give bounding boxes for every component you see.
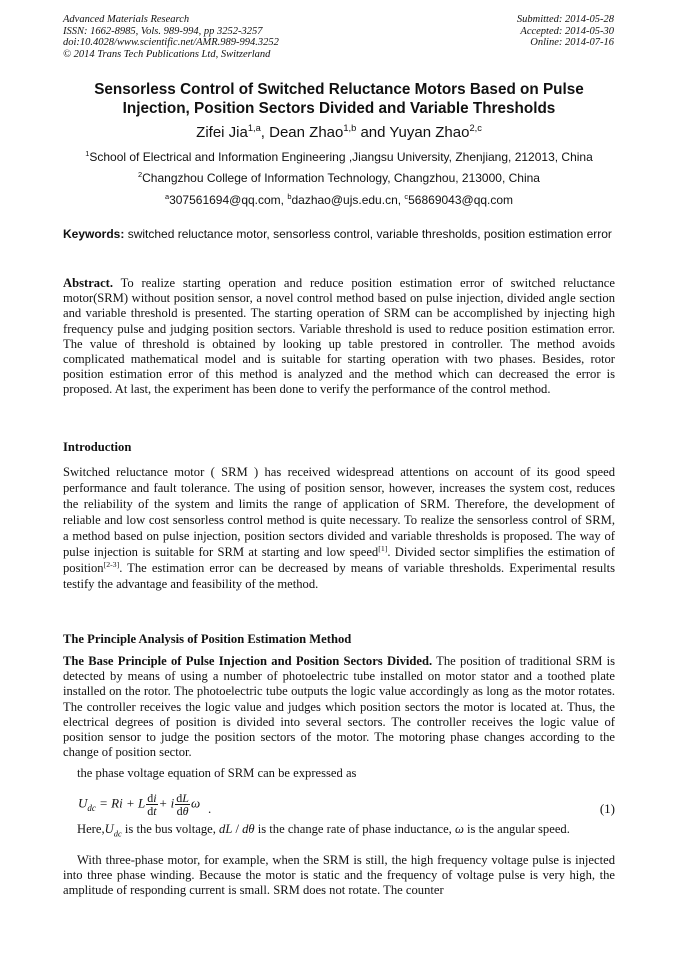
- journal-header: [63, 14, 279, 60]
- email-mark: a: [164, 192, 170, 201]
- author-name: Yuyan Zhao: [389, 124, 470, 141]
- principle-heading: The Principle Analysis of Position Estimation Method: [63, 632, 352, 646]
- affiliation-mark: 2: [138, 170, 143, 179]
- copyright-line: © 2014 Trans Tech Publications Ltd, Switzerland: [63, 48, 271, 60]
- equation-number: (1): [599, 801, 615, 816]
- issn-line: ISSN: 1662-8985, Vols. 989-994, pp 3252-3257: [63, 25, 263, 37]
- subsection-label: The Base Principle of Pulse Injection and Position Sectors Divided.: [63, 654, 433, 668]
- author-affiliation-mark: 1,b: [343, 123, 357, 133]
- email-mark: c: [404, 192, 409, 201]
- paper-title: Sensorless Control of Switched Reluctance Motors Based on Pulse Injection, Position Sectors Divided and Variable Thresholds: [94, 81, 584, 117]
- email-address: 307561694@qq.com,: [169, 193, 288, 207]
- equation-lead-text: the phase voltage equation of SRM can be expressed as: [77, 766, 357, 780]
- doi-line: doi:10.4028/www.scientific.net/AMR.989-994.3252: [63, 37, 279, 48]
- equation-period: .: [208, 801, 212, 816]
- intro-text-3: . The estimation error can be decreased by means of variable thresholds. Experimental results testify the advantage and feasibility of the method.: [63, 561, 615, 591]
- affiliation-2: [63, 171, 615, 186]
- introduction-paragraph: [63, 464, 615, 592]
- dates-header: [517, 14, 614, 49]
- keywords-text: switched reluctance motor, sensorless control, variable thresholds, position estimation error: [124, 227, 612, 241]
- here-text-b: is the bus voltage,: [121, 822, 220, 836]
- intro-text-1: Switched reluctance motor ( SRM ) has received widespread attentions on account of its good speed performance and fault tolerance. The using of position sensor, however, increases the system cost, reduces the reliability of the system and limits the range of application of SRM. Therefore, the development of reliable and low cost sensorless control method is quite necessary. To realize the sensorless control of SRM, a method based on pulse injection, position sectors divided and variable thresholds is proposed. The way of pulse injection is suitable for SRM at starting and low speed: [63, 465, 615, 559]
- citation-ref-2: [2-3]: [103, 559, 120, 569]
- affiliation-text: Changzhou College of Information Technology, Changzhou, 213000, China: [142, 171, 540, 185]
- three-phase-paragraph: With three-phase motor, for example, when the SRM is still, the high frequency voltage pulse is injected into three phase winding. Because the motor is static and the frequency of voltage pulse is very high, the amplitude of responding current is small. SRM does not rotate. The counter: [63, 853, 615, 898]
- author-name: Dean Zhao: [269, 124, 344, 141]
- affiliation-text: School of Electrical and Information Engineering ,Jiangsu University, Zhenjiang, 212013, China: [89, 150, 593, 164]
- affiliation-1: [63, 150, 615, 165]
- email-mark: b: [287, 192, 292, 201]
- author-list: [63, 123, 615, 142]
- author-affiliation-mark: 2,c: [469, 123, 482, 133]
- email-address: 56869043@qq.com: [408, 193, 514, 207]
- introduction-heading: Introduction: [63, 440, 132, 454]
- submitted-date: Submitted: 2014-05-28: [516, 14, 614, 25]
- abstract-paragraph: [63, 276, 615, 398]
- intro-text-2: . Divided sector simplifies the estimation of position: [63, 545, 615, 575]
- author-name: Zifei Jia: [196, 124, 248, 141]
- author-affiliation-mark: 1,a: [247, 123, 261, 133]
- equation-1: [78, 785, 615, 821]
- journal-name: Advanced Materials Research: [63, 14, 190, 25]
- here-text-a: Here,: [77, 822, 105, 836]
- keywords-label: Keywords:: [63, 227, 125, 241]
- abstract-label: Abstract.: [63, 276, 114, 290]
- accepted-date: Accepted: 2014-05-30: [520, 25, 614, 37]
- principle-paragraph: [63, 654, 615, 760]
- equation-explanation: $Here,U_{dc}$ is the bus voltage, dL / dθ is the change rate of phase inductance, ω is the angular speed.: [77, 822, 570, 839]
- affiliation-mark: 1: [85, 149, 90, 158]
- citation-ref-1: [1]: [378, 543, 388, 553]
- author-emails: [63, 193, 615, 208]
- subsection-text: The position of traditional SRM is detected by means of using a number of photoelectric tube installed on motor stator and a toothed plate installed on the rotor. The photoelectric tube outputs the logic value accordingly as long as the motor rotates. The controller receives the logic value and judges which position sectors the motor is located at. Thus, the electrical degrees of position is divided into several sectors. The controller receives the logic value of position sensor to judge the position sectors of the motor. The motoring phase changes according to the change of position sector.: [63, 654, 615, 760]
- here-text-c: is the change rate of phase inductance,: [254, 822, 455, 836]
- here-text-d: is the angular speed.: [463, 822, 570, 836]
- online-date: Online: 2014-07-16: [530, 37, 614, 48]
- equation-formula: $U_{dc} = Ri + L$ $\frac{di}{dt}$ + i $\frac{dL}{d\theta}$ ω: [78, 791, 201, 818]
- author-separator: ,: [260, 124, 270, 141]
- email-address: dazhao@ujs.edu.cn,: [291, 193, 405, 207]
- abstract-text: To realize starting operation and reduce position estimation error of switched reluctance motor(SRM) without position sensor, a novel control method based on pulse injection, divided angle section and variable threshold is presented. The starting operation of SRM can be accomplished by injecting high frequency pulse and judging position sectors. Variable threshold is used to reduce position estimation error. The value of threshold is obtained by looking up table prestored in controller. The method avoids complicated mathematical model and is suitable for starting operation with two phases. Besides, rotor position estimation error of this method is analyzed and the method which can decreased the error is proposed. At last, the experiment has been done to verify the performance of the control method.: [63, 276, 615, 397]
- keywords-block: [63, 227, 615, 242]
- author-separator: and: [356, 124, 390, 141]
